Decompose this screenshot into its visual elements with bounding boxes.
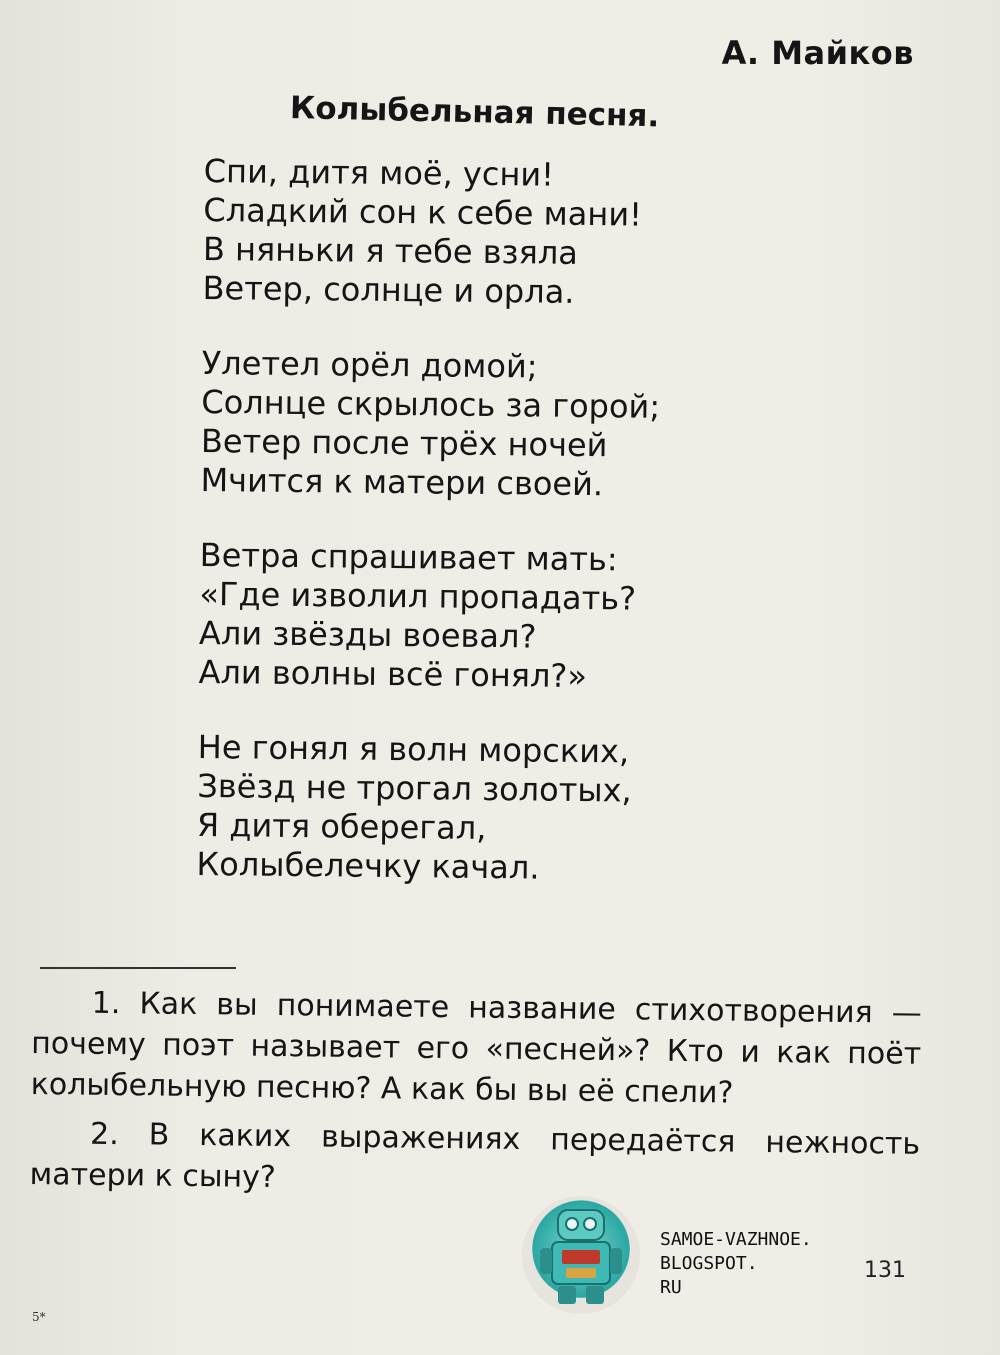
watermark-line: RU — [660, 1277, 682, 1298]
poem-body — [196, 152, 764, 926]
signature-mark: 5* — [32, 1310, 46, 1324]
author-name: А. Майков — [721, 34, 914, 72]
section-divider — [40, 967, 236, 969]
poem-line: В няньки я тебе взяла — [202, 229, 579, 272]
poem-title: Колыбельная песня. — [289, 90, 660, 135]
poem-line: Улетел орёл домой; — [201, 343, 538, 386]
stanza — [202, 152, 764, 314]
blog-watermark — [522, 1196, 922, 1326]
poem-line: Али волны всё гонял?» — [198, 652, 588, 696]
watermark-line: SAMOE-VAZHNOE. — [660, 1229, 812, 1250]
poem-line: Не гонял я волн морских, — [197, 727, 630, 771]
poem-line: Мчится к матери своей. — [200, 460, 604, 504]
poem-line: Спи, дитя моё, усни! — [203, 152, 555, 194]
watermark-line: BLOGSPOT. — [660, 1253, 758, 1274]
poem-line: Звёзд не трогал золотых, — [197, 766, 632, 810]
poem-line: Ветер, солнце и орла. — [202, 268, 575, 311]
poem-line: Солнце скрылось за горой; — [201, 382, 661, 426]
poem-line: «Где изволил пропадать? — [199, 574, 637, 618]
poem-line: Я дитя оберегал, — [196, 805, 487, 847]
poem-line: Ветра спрашивает мать: — [199, 535, 618, 579]
question-2: 2. В каких выражениях передаётся нежность матери к сыну? — [29, 1116, 921, 1195]
page-number: 131 — [864, 1258, 906, 1283]
poem-line: Али звёзды воевал? — [198, 613, 537, 656]
stanza — [196, 728, 758, 890]
watermark-text — [660, 1228, 812, 1300]
robot-toy-drawing — [540, 1206, 622, 1306]
stanza — [200, 344, 762, 506]
question-1: 1. Как вы понимаете название стихотворения — почему поэт называет его «песней»? Кто и как поёт колыбельную песню? А как бы вы её спели? — [30, 985, 922, 1111]
poem-line: Ветер после трёх ночей — [200, 421, 608, 465]
robot-toy-icon — [522, 1196, 640, 1314]
questions-block — [29, 982, 922, 1214]
poem-line: Колыбелечку качал. — [196, 844, 540, 887]
stanza — [198, 536, 760, 698]
poem-line: Сладкий сон к себе мани! — [203, 190, 643, 234]
